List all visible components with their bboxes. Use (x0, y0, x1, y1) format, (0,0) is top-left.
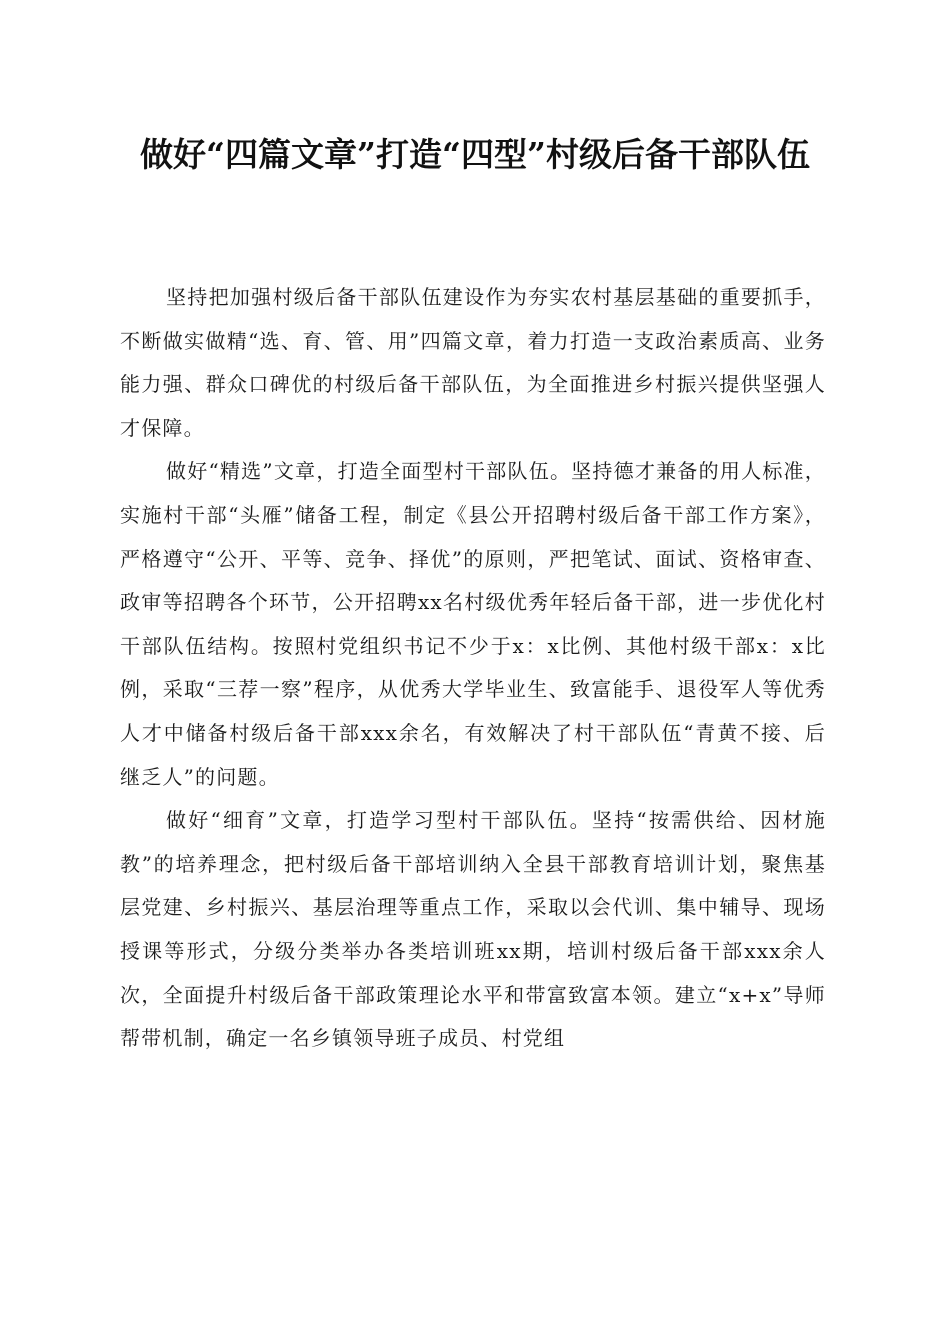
paragraph-selection: 做好“精选”文章，打造全面型村干部队伍。坚持德才兼备的用人标准，实施村干部“头雁”储备工程，制定《县公开招聘村级后备干部工作方案》，严格遵守“公开、平等、竞争、择优”的原则，严把笔试、面试、资格审查、政审等招聘各个环节，公开招聘xx名村级优秀年轻后备干部，进一步优化村干部队伍结构。按照村党组织书记不少于x：x比例、其他村级干部x：x比例，采取“三荐一察”程序，从优秀大学毕业生、致富能手、退役军人等优秀人才中储备村级后备干部xxx余名，有效解决了村干部队伍“青黄不接、后继乏人”的问题。 (120, 459, 826, 789)
paragraph-intro: 坚持把加强村级后备干部队伍建设作为夯实农村基层基础的重要抓手，不断做实做精“选、育、管、用”四篇文章，着力打造一支政治素质高、业务能力强、群众口碑优的村级后备干部队伍，为全面推进乡村振兴提供坚强人才保障。 (120, 285, 826, 440)
paragraph-training: 做好“细育”文章，打造学习型村干部队伍。坚持“按需供给、因材施教”的培养理念，把村级后备干部培训纳入全县干部教育培训计划，聚焦基层党建、乡村振兴、基层治理等重点工作，采取以会代训、集中辅导、现场授课等形式，分级分类举办各类培训班xx期，培训村级后备干部xxx余人次，全面提升村级后备干部政策理论水平和带富致富本领。建立“x+x”导师帮带机制，确定一名乡镇领导班子成员、村党组 (120, 808, 826, 1051)
document-title: 做好“四篇文章”打造“四型”村级后备干部队伍 (140, 135, 810, 174)
document-body (120, 276, 826, 1061)
